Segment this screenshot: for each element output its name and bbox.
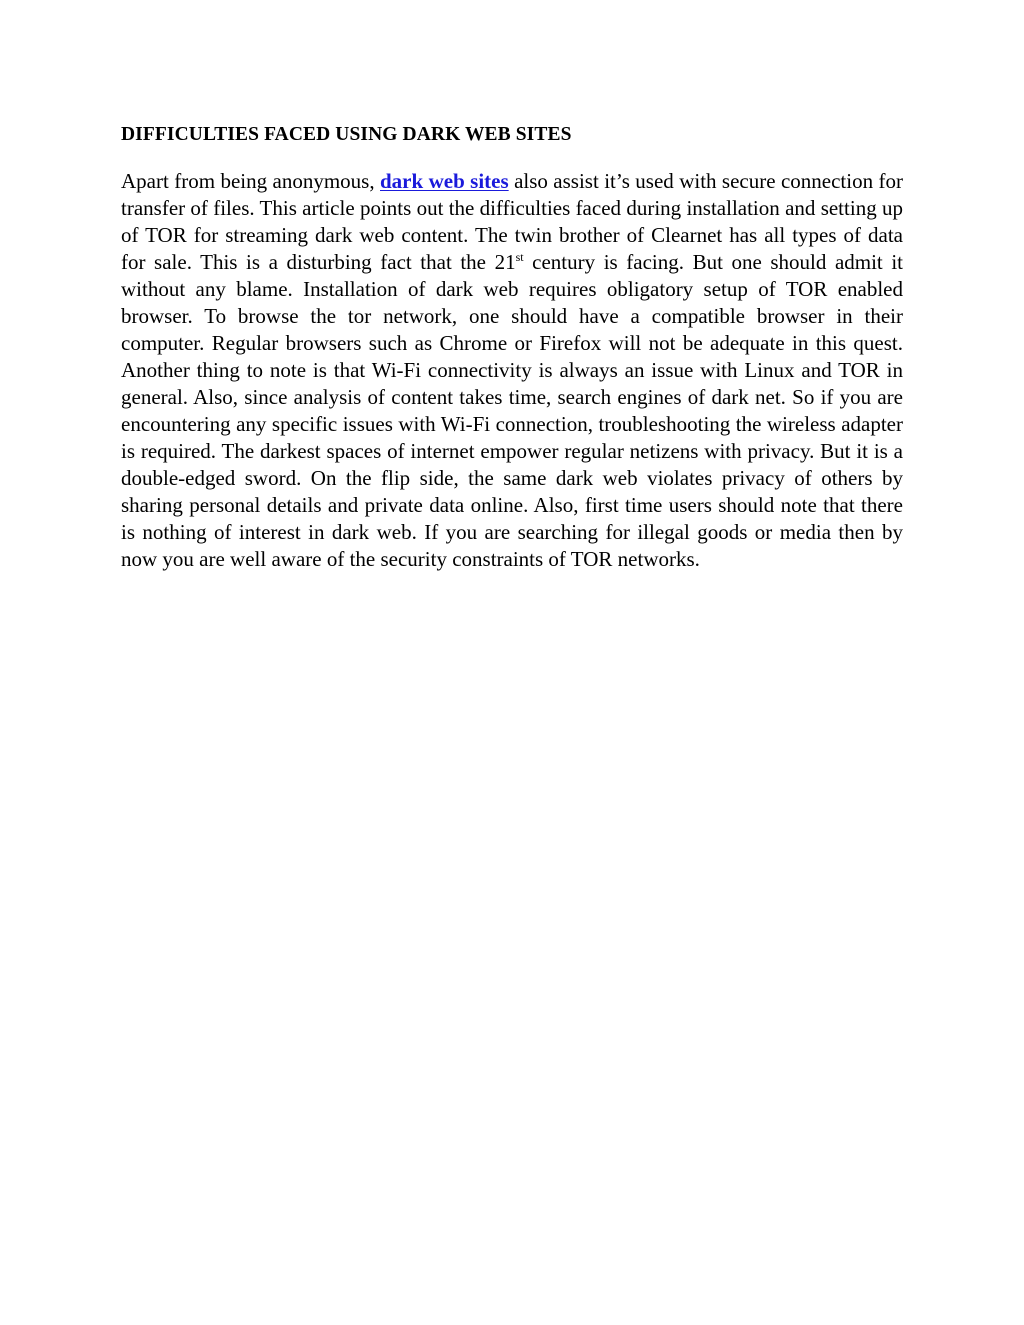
dark-web-sites-link[interactable]: dark web sites xyxy=(380,169,509,193)
paragraph-text-part3: century is facing. But one should admit it without any blame. Installation of dark web requires obligatory setup of TOR enabled browser. To browse the tor network, one should have a compatible browser in their computer. Regular browsers such as Chrome or Firefox will not be adequate in this quest. Another thing to note is that Wi-Fi connectivity is always an issue with Linux and TOR in general. Also, since analysis of content takes time, search engines of dark net. So if you are encountering any specific issues with Wi-Fi connection, troubleshooting the wireless adapter is required. The darkest spaces of internet empower regular netizens with privacy. But it is a double-edged sword. On the flip side, the same dark web violates privacy of others by sharing personal details and private data online. Also, first time users should note that there is nothing of interest in dark web. If you are searching for illegal goods or media then by now you are well aware of the security constraints of TOR networks. xyxy=(121,250,904,571)
document-content xyxy=(121,121,903,573)
paragraph-text-part1: Apart from being anonymous, xyxy=(121,169,380,193)
century-number: 21 xyxy=(494,250,516,274)
body-paragraph xyxy=(121,168,903,573)
document-heading: DIFFICULTIES FACED USING DARK WEB SITES xyxy=(121,124,572,145)
paragraph-text-part2: also assist it’s used with secure connection for transfer of files. This article points out the difficulties faced during installation and setting up of TOR for streaming dark web content. The twin brother of Clearnet has all types of data for sale. This is a disturbing fact that the xyxy=(121,169,903,274)
century-ordinal-suffix: st xyxy=(515,250,524,264)
